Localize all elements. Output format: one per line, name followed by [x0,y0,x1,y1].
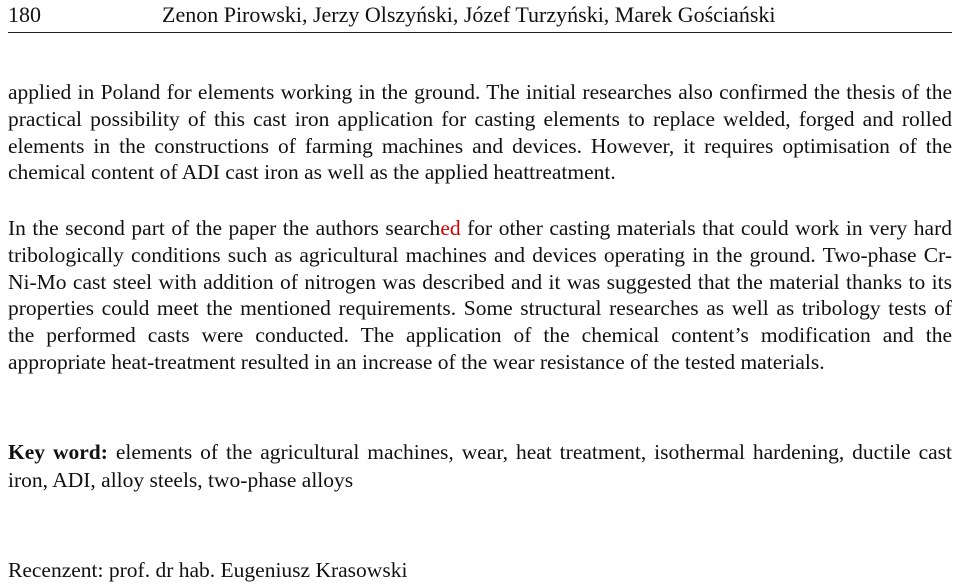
keywords-section [8,438,952,494]
header-authors: Zenon Pirowski, Jerzy Olszyński, Józef Turzyński, Marek Gościański [162,2,776,27]
paragraph-2-text-start: In the second part of the paper the authors search [8,216,441,240]
highlighted-text: ed [440,216,461,240]
abstract-paragraph-1: applied in Poland for elements working in the ground. The initial researches also confirmed the thesis of the practical possibility of this cast iron application for casting elements to replace welded, forged and rolled elements in the constructions of farming machines and devices. However, it requires optimisation of the chemical content of ADI cast iron as well as the applied heattreatment. [8,80,952,185]
keywords-label: Key word: [8,440,108,464]
paragraph-2-text-rest: for other casting materials that could work in very hard tribologically conditions such as agricultural machines and devices operating in the ground. Two-phase Cr-Ni-Mo cast steel with addition of nitrogen was described and it was suggested that the material thanks to its properties could meet the mentioned requirements. Some structural researches as well as tribology tests of the performed casts were conducted. The application of the chemical content’s modification and the appropriate heat-treatment resulted in an increase of the wear resistance of the tested materials. [8,216,952,374]
page-number: 180 [8,2,41,27]
reviewer-line: Recenzent: prof. dr hab. Eugeniusz Krasowski [8,558,408,582]
abstract-paragraph-2 [8,215,952,376]
keywords-list: elements of the agricultural machines, wear, heat treatment, isothermal hardening, ductile cast iron, ADI, alloy steels, two-phase alloys [8,440,952,492]
page-header [8,0,952,33]
